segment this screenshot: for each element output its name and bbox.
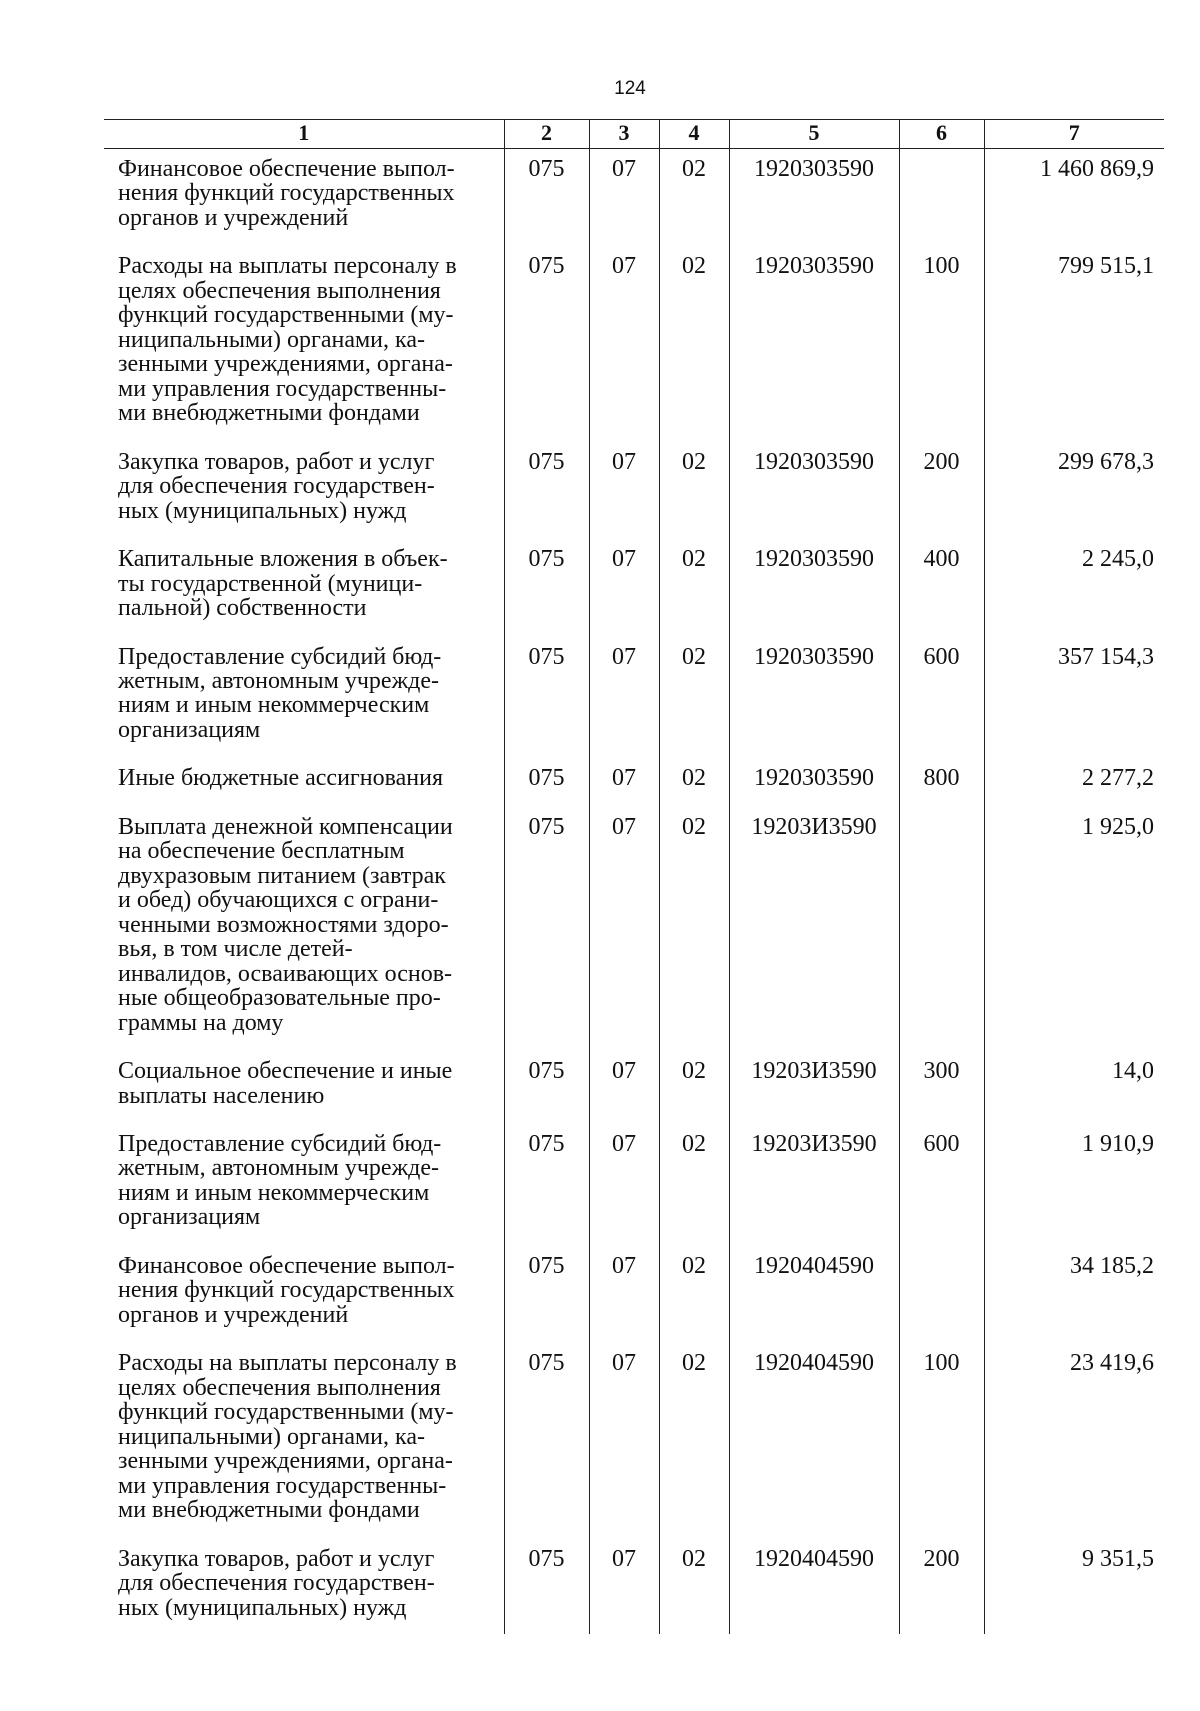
row-description <box>104 1539 504 1634</box>
row-section-code: 07 <box>589 246 659 441</box>
row-subsection-code: 02 <box>659 1539 729 1634</box>
row-amount: 34 185,2 <box>984 1246 1164 1343</box>
header-col-2: 2 <box>504 120 589 149</box>
row-amount: 2 277,2 <box>984 758 1164 806</box>
table-row <box>104 637 1164 759</box>
row-amount: 1 925,0 <box>984 807 1164 1051</box>
row-description <box>104 442 504 539</box>
row-expense-type: 200 <box>899 1539 984 1634</box>
table-body <box>104 149 1164 1634</box>
row-description <box>104 1246 504 1343</box>
row-target-article: 19203И3590 <box>729 1051 899 1124</box>
row-subsection-code: 02 <box>659 1051 729 1124</box>
row-ministry-code: 075 <box>504 442 589 539</box>
row-target-article: 1920303590 <box>729 442 899 539</box>
table-row <box>104 149 1164 247</box>
row-target-article: 19203И3590 <box>729 1124 899 1246</box>
row-expense-type: 400 <box>899 539 984 636</box>
row-description <box>104 1343 504 1538</box>
table-row <box>104 807 1164 1051</box>
row-target-article: 1920404590 <box>729 1343 899 1538</box>
row-subsection-code: 02 <box>659 1246 729 1343</box>
row-section-code: 07 <box>589 1051 659 1124</box>
row-description <box>104 758 504 806</box>
row-ministry-code: 075 <box>504 539 589 636</box>
row-ministry-code: 075 <box>504 149 589 247</box>
row-section-code: 07 <box>589 539 659 636</box>
row-amount: 299 678,3 <box>984 442 1164 539</box>
row-ministry-code: 075 <box>504 1051 589 1124</box>
row-subsection-code: 02 <box>659 539 729 636</box>
row-expense-type: 300 <box>899 1051 984 1124</box>
row-description <box>104 246 504 441</box>
header-col-1: 1 <box>104 120 504 149</box>
row-subsection-code: 02 <box>659 149 729 247</box>
header-col-6: 6 <box>899 120 984 149</box>
row-subsection-code: 02 <box>659 807 729 1051</box>
row-section-code: 07 <box>589 1246 659 1343</box>
row-target-article: 19203И3590 <box>729 807 899 1051</box>
table-row <box>104 758 1164 806</box>
row-section-code: 07 <box>589 149 659 247</box>
row-ministry-code: 075 <box>504 1124 589 1246</box>
row-amount: 1 910,9 <box>984 1124 1164 1246</box>
row-section-code: 07 <box>589 442 659 539</box>
row-description <box>104 1124 504 1246</box>
row-description <box>104 149 504 247</box>
row-amount: 23 419,6 <box>984 1343 1164 1538</box>
row-amount: 2 245,0 <box>984 539 1164 636</box>
row-section-code: 07 <box>589 758 659 806</box>
row-ministry-code: 075 <box>504 246 589 441</box>
table-row <box>104 1051 1164 1124</box>
row-section-code: 07 <box>589 807 659 1051</box>
row-target-article: 1920303590 <box>729 758 899 806</box>
row-section-code: 07 <box>589 1343 659 1538</box>
header-col-7: 7 <box>984 120 1164 149</box>
row-ministry-code: 075 <box>504 807 589 1051</box>
row-description-text: Финансовое обеспечение выпол- нения функций государственных органов и учреждений <box>118 1252 455 1328</box>
row-section-code: 07 <box>589 1539 659 1634</box>
row-target-article: 1920303590 <box>729 539 899 636</box>
row-description-text: Закупка товаров, работ и услуг для обеспечения государствен- ных (муниципальных) нужд <box>118 448 435 524</box>
row-description-text: Закупка товаров, работ и услуг для обеспечения государствен- ных (муниципальных) нужд <box>118 1545 435 1621</box>
row-ministry-code: 075 <box>504 758 589 806</box>
row-description-text: Социальное обеспечение и иные выплаты населению <box>118 1058 453 1109</box>
row-target-article: 1920303590 <box>729 246 899 441</box>
table-row <box>104 1539 1164 1634</box>
row-description <box>104 637 504 759</box>
row-expense-type: 600 <box>899 637 984 759</box>
header-row <box>104 120 1164 149</box>
budget-table <box>104 119 1164 1634</box>
row-description-text: Выплата денежной компенсации на обеспечение бесплатным двухразовым питанием (завтрак и обед) обучающихся с ограни- ченными возможностями здоро- вья, в том числе детей- инвалидов, осваивающих основ- ные общеобразовательные про- граммы на дому <box>118 813 453 1036</box>
table-row <box>104 246 1164 441</box>
row-description-text: Финансовое обеспечение выпол- нения функций государственных органов и учреждений <box>118 156 455 231</box>
row-amount: 14,0 <box>984 1051 1164 1124</box>
row-ministry-code: 075 <box>504 1343 589 1538</box>
header-col-5: 5 <box>729 120 899 149</box>
row-description-text: Предоставление субсидий бюд- жетным, автономным учрежде- ниям и иным некоммерческим организациям <box>118 643 442 743</box>
row-description <box>104 807 504 1051</box>
row-description-text: Предоставление субсидий бюд- жетным, автономным учрежде- ниям и иным некоммерческим организациям <box>118 1131 442 1231</box>
header-col-3: 3 <box>589 120 659 149</box>
row-subsection-code: 02 <box>659 637 729 759</box>
row-expense-type: 100 <box>899 246 984 441</box>
row-description-text: Расходы на выплаты персоналу в целях обеспечения выполнения функций государственными (му- ниципальными) органами, ка- зенными учреждениями, органа- ми управления государственны- ми внебюджетными фондами <box>118 1350 457 1524</box>
row-expense-type: 200 <box>899 442 984 539</box>
table-row <box>104 1246 1164 1343</box>
row-subsection-code: 02 <box>659 442 729 539</box>
row-ministry-code: 075 <box>504 1246 589 1343</box>
row-description-text: Капитальные вложения в объек- ты государственной (муници- пальной) собственности <box>118 546 448 622</box>
row-expense-type <box>899 149 984 247</box>
row-description-text: Иные бюджетные ассигнования <box>118 765 443 792</box>
row-subsection-code: 02 <box>659 1124 729 1246</box>
row-section-code: 07 <box>589 1124 659 1246</box>
row-subsection-code: 02 <box>659 758 729 806</box>
row-description-text: Расходы на выплаты персоналу в целях обеспечения выполнения функций государственными (му- ниципальными) органами, ка- зенными учреждениями, органа- ми управления государственны- ми внебюджетными фондами <box>118 253 457 427</box>
row-description <box>104 539 504 636</box>
table-row <box>104 539 1164 636</box>
row-target-article: 1920303590 <box>729 637 899 759</box>
row-expense-type: 600 <box>899 1124 984 1246</box>
row-target-article: 1920404590 <box>729 1246 899 1343</box>
table-row <box>104 1124 1164 1246</box>
row-amount: 799 515,1 <box>984 246 1164 441</box>
table-row <box>104 442 1164 539</box>
row-ministry-code: 075 <box>504 637 589 759</box>
row-amount: 9 351,5 <box>984 1539 1164 1634</box>
row-description <box>104 1051 504 1124</box>
row-expense-type <box>899 807 984 1051</box>
header-col-4: 4 <box>659 120 729 149</box>
row-expense-type: 100 <box>899 1343 984 1538</box>
row-expense-type: 800 <box>899 758 984 806</box>
row-subsection-code: 02 <box>659 246 729 441</box>
row-subsection-code: 02 <box>659 1343 729 1538</box>
row-section-code: 07 <box>589 637 659 759</box>
row-ministry-code: 075 <box>504 1539 589 1634</box>
page-number: 124 <box>614 78 646 99</box>
row-expense-type <box>899 1246 984 1343</box>
row-amount: 357 154,3 <box>984 637 1164 759</box>
table-row <box>104 1343 1164 1538</box>
row-target-article: 1920404590 <box>729 1539 899 1634</box>
row-amount: 1 460 869,9 <box>984 149 1164 247</box>
row-target-article: 1920303590 <box>729 149 899 247</box>
